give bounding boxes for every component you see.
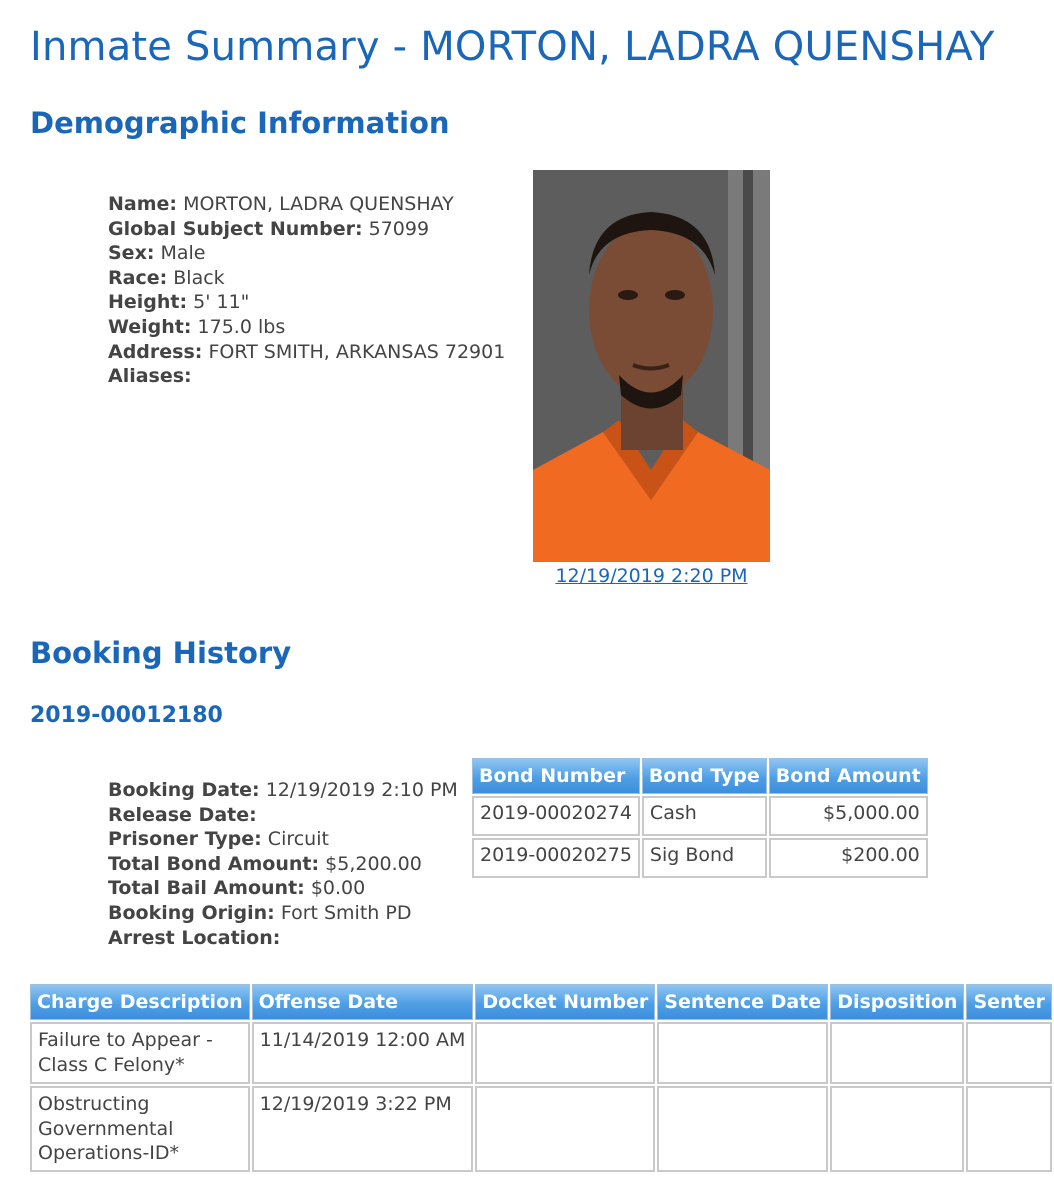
charges-header-sentence-date: Sentence Date bbox=[657, 984, 828, 1020]
charges-header-description: Charge Description bbox=[30, 984, 250, 1020]
field-aliases: Aliases: bbox=[108, 365, 192, 388]
field-total-bail-amount: Total Bail Amount: $0.00 bbox=[108, 877, 366, 900]
charge-cell bbox=[966, 1022, 1051, 1084]
bond-table bbox=[470, 756, 930, 880]
page-title: Inmate Summary - MORTON, LADRA QUENSHAY bbox=[30, 24, 995, 70]
field-sex: Sex: Male bbox=[108, 242, 206, 265]
bond-header-amount: Bond Amount bbox=[769, 758, 928, 794]
booking-info bbox=[108, 778, 458, 950]
field-race: Race: Black bbox=[108, 266, 225, 289]
charges-table-header bbox=[30, 984, 1052, 1020]
booking-history-heading: Booking History bbox=[30, 636, 292, 670]
field-booking-origin: Booking Origin: Fort Smith PD bbox=[108, 901, 412, 924]
field-weight: Weight: 175.0 lbs bbox=[108, 315, 286, 338]
bond-table-header bbox=[472, 758, 928, 794]
charge-cell bbox=[657, 1022, 828, 1084]
mugshot-image bbox=[533, 170, 770, 562]
charge-cell: 11/14/2019 12:00 AM bbox=[252, 1022, 474, 1084]
charge-cell bbox=[657, 1086, 828, 1172]
field-global-subject-number: Global Subject Number: 57099 bbox=[108, 217, 430, 240]
charge-cell: 12/19/2019 3:22 PM bbox=[252, 1086, 474, 1172]
photo-date-link[interactable]: 12/19/2019 2:20 PM bbox=[555, 565, 748, 587]
bond-header-type: Bond Type bbox=[642, 758, 767, 794]
table-row bbox=[30, 1086, 1052, 1172]
charges-header-disposition: Disposition bbox=[830, 984, 964, 1020]
bond-cell: Sig Bond bbox=[642, 838, 767, 878]
charges-header-sentence: Senter bbox=[966, 984, 1051, 1020]
field-release-date: Release Date: bbox=[108, 803, 257, 826]
field-address: Address: FORT SMITH, ARKANSAS 72901 bbox=[108, 340, 506, 363]
booking-number: 2019-00012180 bbox=[30, 703, 223, 728]
field-booking-date: Booking Date: 12/19/2019 2:10 PM bbox=[108, 779, 458, 801]
field-total-bond-amount: Total Bond Amount: $5,200.00 bbox=[108, 852, 422, 875]
bond-header-number: Bond Number bbox=[472, 758, 640, 794]
bond-cell: Cash bbox=[642, 796, 767, 836]
charges-table bbox=[28, 982, 1054, 1174]
charge-cell bbox=[475, 1022, 655, 1084]
demographic-info bbox=[108, 192, 505, 389]
field-prisoner-type: Prisoner Type: Circuit bbox=[108, 828, 329, 851]
charge-cell bbox=[475, 1086, 655, 1172]
bond-cell: 2019-00020274 bbox=[472, 796, 640, 836]
field-arrest-location: Arrest Location: bbox=[108, 926, 281, 949]
demographic-heading: Demographic Information bbox=[30, 106, 450, 140]
bond-cell: 2019-00020275 bbox=[472, 838, 640, 878]
table-row bbox=[472, 796, 928, 836]
charges-header-offense-date: Offense Date bbox=[252, 984, 474, 1020]
charge-cell bbox=[966, 1086, 1051, 1172]
bond-cell: $200.00 bbox=[769, 838, 928, 878]
field-name: Name: MORTON, LADRA QUENSHAY bbox=[108, 193, 454, 215]
charge-cell bbox=[830, 1086, 964, 1172]
mugshot-photo[interactable] bbox=[533, 170, 770, 562]
charge-cell: Failure to Appear - Class C Felony* bbox=[30, 1022, 250, 1084]
charge-cell: Obstructing Governmental Operations-ID* bbox=[30, 1086, 250, 1172]
table-row bbox=[30, 1022, 1052, 1084]
bond-cell: $5,000.00 bbox=[769, 796, 928, 836]
charges-header-docket-number: Docket Number bbox=[475, 984, 655, 1020]
field-height: Height: 5' 11" bbox=[108, 291, 250, 314]
table-row bbox=[472, 838, 928, 878]
charge-cell bbox=[830, 1022, 964, 1084]
